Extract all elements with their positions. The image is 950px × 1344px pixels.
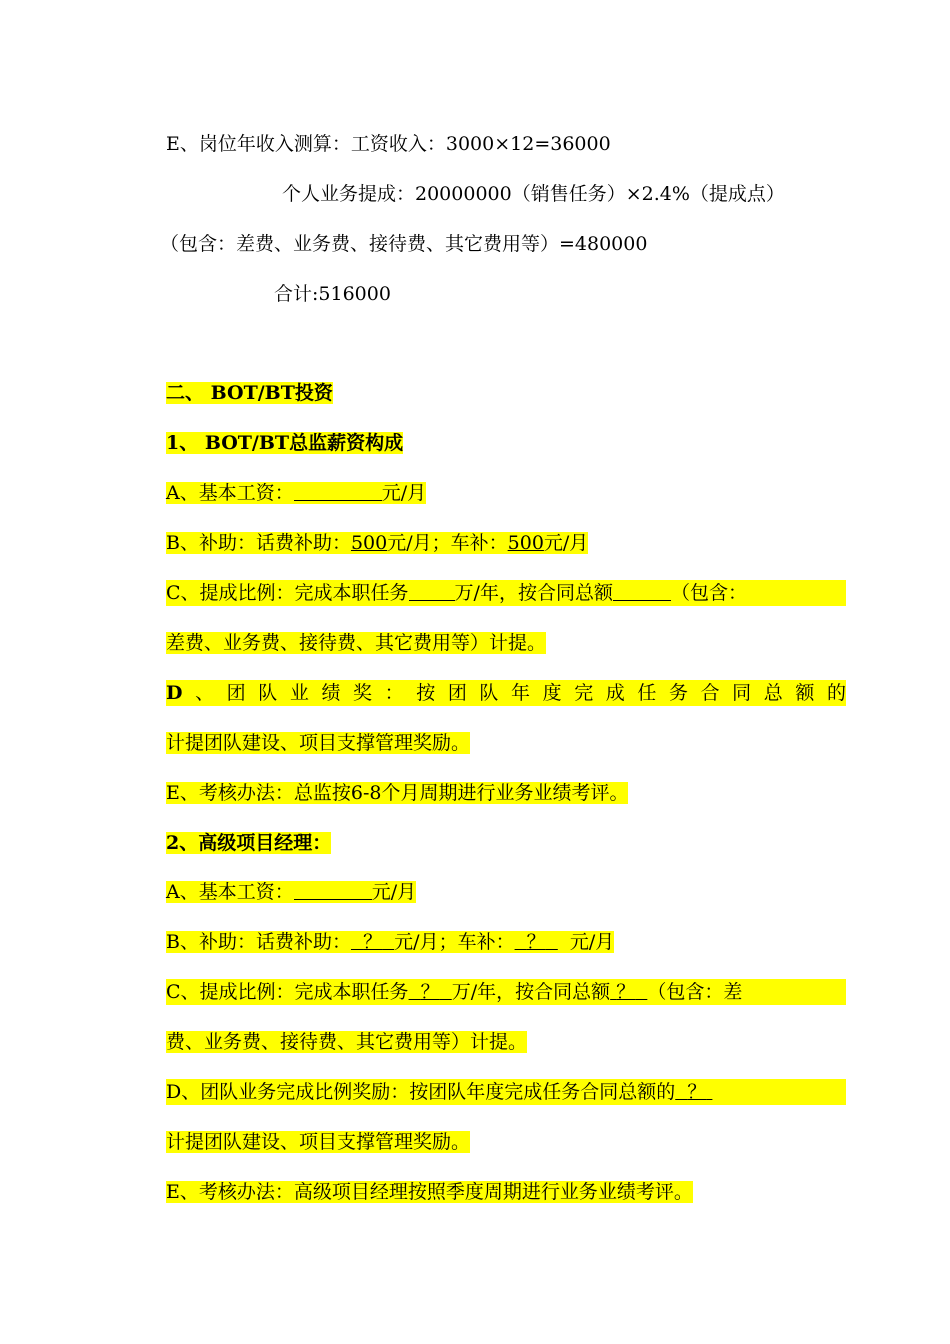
s1-commission-ratio-cont: 差费、业务费、接待费、其它费用等）计提。: [166, 632, 547, 654]
total-line: 合计:516000: [274, 283, 391, 305]
s1-allowance: B、补助：话费补助：500元/月；车补：500元/月: [166, 532, 589, 554]
s1-team-bonus: [166, 680, 846, 706]
justified-char: 合: [700, 682, 720, 704]
s2-base-salary: A、基本工资： 元/月: [166, 881, 417, 903]
justified-char: 绩: [321, 682, 341, 704]
justified-char: 业: [289, 682, 309, 704]
s1-team-bonus-cont: 计提团队建设、项目支撑管理奖励。: [166, 732, 471, 754]
justified-char: 按: [416, 682, 436, 704]
justified-char: 任: [637, 682, 657, 704]
blank-field: [613, 580, 671, 601]
justified-char: 成: [605, 682, 625, 704]
s1-team-bonus-justified: [166, 680, 846, 706]
blank-field: [294, 480, 382, 501]
justified-char: 、: [195, 682, 215, 704]
s2-allowance: B、补助：话费补助： ？ 元/月；车补： ？ 元/月: [166, 931, 615, 953]
income-estimate-line: E、岗位年收入测算：工资收入：3000×12=36000: [166, 133, 611, 155]
blank-field: [294, 879, 372, 900]
justified-char: D: [166, 682, 183, 704]
justified-char: 务: [668, 682, 688, 704]
justified-char: 团: [447, 682, 467, 704]
s2-team-bonus-cont: 计提团队建设、项目支撑管理奖励。: [166, 1131, 471, 1153]
justified-char: 队: [258, 682, 278, 704]
justified-char: ：: [384, 682, 404, 704]
s2-team-bonus: D、团队业务完成比例奖励：按团队年度完成任务合同总额的 ？: [166, 1079, 846, 1105]
s1-commission-ratio: C、提成比例：完成本职任务 万/年，按合同总额 （包含：: [166, 580, 846, 606]
justified-char: 完: [574, 682, 594, 704]
s2-assessment: E、考核办法：高级项目经理按照季度周期进行业务业绩考评。: [166, 1181, 693, 1203]
justified-char: 总: [763, 682, 783, 704]
commission-line: 个人业务提成：20000000（销售任务）×2.4%（提成点）: [282, 183, 785, 205]
justified-char: 奖: [353, 682, 373, 704]
s2-commission-ratio-cont: 费、业务费、接待费、其它费用等）计提。: [166, 1031, 528, 1053]
justified-char: 团: [226, 682, 246, 704]
justified-char: 额: [795, 682, 815, 704]
justified-char: 的: [826, 682, 846, 704]
justified-char: 年: [511, 682, 531, 704]
subsection-1-title: 1、 BOT/BT总监薪资构成: [166, 432, 404, 454]
justified-char: 同: [732, 682, 752, 704]
subsection-2-title: 2、高级项目经理：: [166, 832, 332, 854]
blank-field: [409, 580, 455, 601]
s2-commission-ratio: C、提成比例：完成本职任务 ？ 万/年，按合同总额 ？ （包含：差: [166, 979, 846, 1005]
justified-char: 度: [542, 682, 562, 704]
s1-base-salary: A、基本工资： 元/月: [166, 482, 427, 504]
justified-char: 队: [479, 682, 499, 704]
commission-includes-line: （包含：差费、业务费、接待费、其它费用等）=480000: [160, 233, 648, 255]
s1-assessment: E、考核办法：总监按6-8个月周期进行业务业绩考评。: [166, 782, 629, 804]
section-heading: 二、 BOT/BT投资: [166, 382, 333, 404]
